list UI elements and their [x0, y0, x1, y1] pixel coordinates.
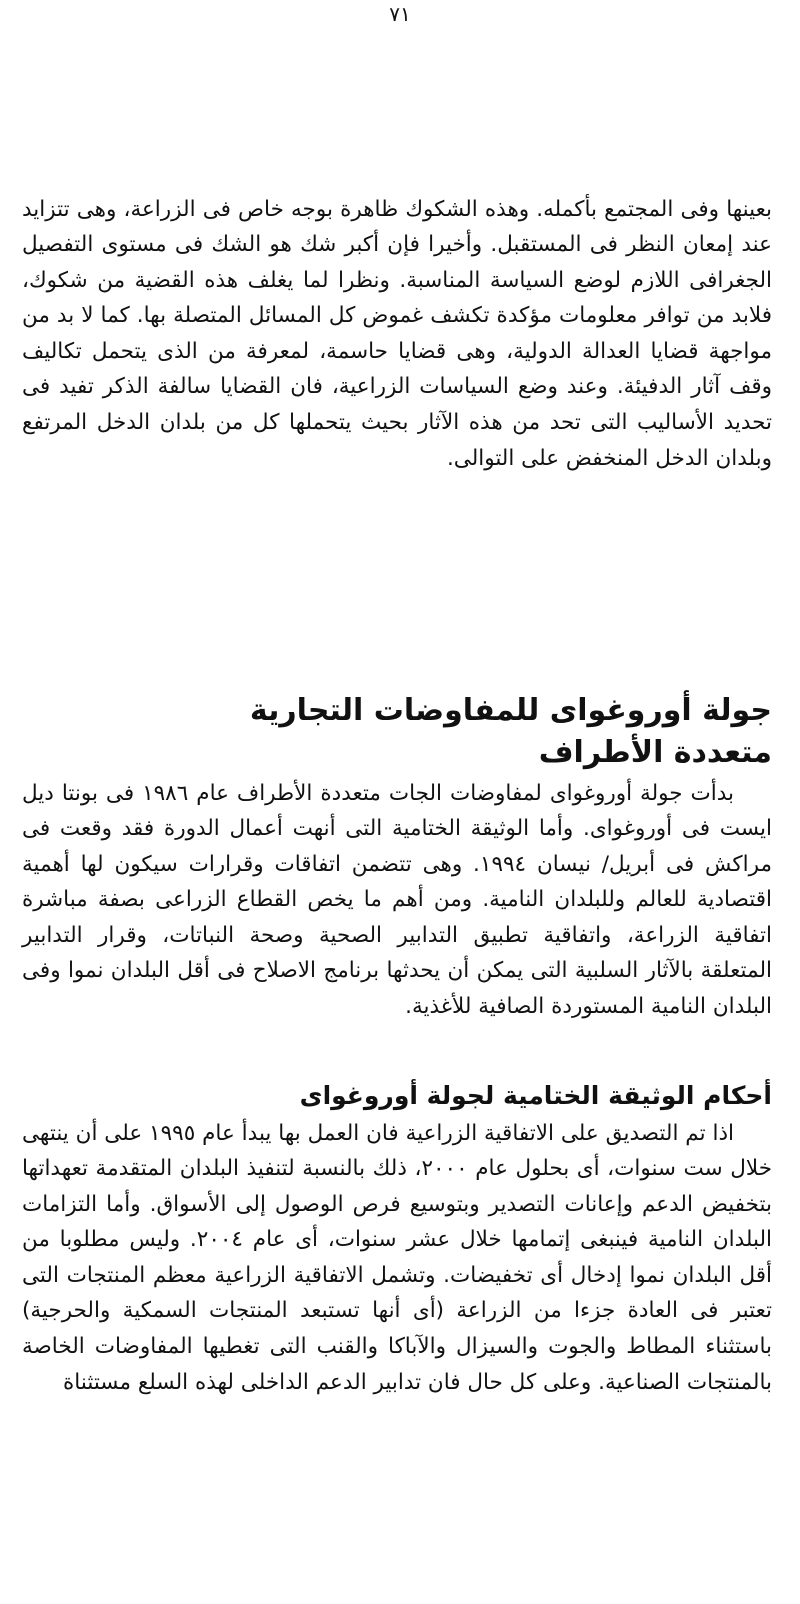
- section-heading-line-1: جولة أوروغواى للمفاوضات التجارية: [249, 693, 772, 729]
- page-number: ٧١: [389, 2, 411, 26]
- subsection-heading-final-act: أحكام الوثيقة الختامية لجولة أوروغواى: [299, 1080, 772, 1110]
- body-paragraph-1: بعينها وفى المجتمع بأكمله. وهذه الشكوك ظاهرة بوجه خاص فى الزراعة، وهى تتزايد عند إمعان النظر فى المستقبل. وأخيرا فإن أكبر شك هو الشك فى مستوى التفصيل الجغرافى اللازم لوضع السياسة المناسبة. ونظرا لما يغلف هذه القضية من شكوك، فلابد من توافر معلومات مؤكدة تكشف غموض كل المسائل المتصلة بها. كما لا بد من مواجهة قضايا العدالة الدولية، وهى قضايا حاسمة، لمعرفة من الذى يتحمل تكاليف وقف آثار الدفيئة. وعند وضع السياسات الزراعية، فان القضايا سالفة الذكر تفيد فى تحديد الأساليب التى تحد من هذه الآثار بحيث يتحملها كل من بلدان الدخل المرتفع وبلدان الدخل المنخفض على التوالى.: [22, 196, 772, 471]
- section-heading-line-2: متعددة الأطراف: [538, 735, 772, 771]
- section-heading-uruguay-round: [22, 690, 772, 774]
- body-paragraph-3: اذا تم التصديق على الاتفاقية الزراعية فان العمل بها يبدأ عام ١٩٩٥ على أن ينتهى خلال ست سنوات، أى بحلول عام ٢٠٠٠، ذلك بالنسبة لتنفيذ البلدان المتقدمة تعهداتها بتخفيض الدعم وإعانات التصدير وبتوسيع فرص الوصول إلى الأسواق. وأما التزامات البلدان النامية فينبغى إتمامها خلال عشر سنوات، أى عام ٢٠٠٤. وليس مطلوبا من أقل البلدان نموا إدخال أى تخفيضات. وتشمل الاتفاقية الزراعية معظم المنتجات التى تعتبر فى العادة جزءا من الزراعة (أى أنها تستبعد المنتجات السمكية والحرجية) باستثناء المطاط والجوت والسيزال والآباكا والقنب التى تغطيها المفاوضات الخاصة بالمنتجات الصناعية. وعلى كل حال فان تدابير الدعم الداخلى لهذه السلع مستثناة: [22, 1120, 772, 1395]
- body-paragraph-2: بدأت جولة أوروغواى لمفاوضات الجات متعددة الأطراف عام ١٩٨٦ فى بونتا ديل ايست فى أوروغواى. وأما الوثيقة الختامية التى أنهت أعمال الدورة فقد وقعت فى مراكش فى أبريل/ نيسان ١٩٩٤. وهى تتضمن اتفاقات وقرارات سيكون لها أهمية اقتصادية للعالم وللبلدان النامية. ومن أهم ما يخص القطاع الزراعى بصفة مباشرة اتفاقية الزراعة، واتفاقية تطبيق التدابير الصحية وصحة النباتات، وقرار التدابير المتعلقة بالآثار السلبية التى يمكن أن يحدثها برنامج الاصلاح فى أقل البلدان نموا وفى البلدان النامية المستوردة الصافية للأغذية.: [22, 780, 772, 1020]
